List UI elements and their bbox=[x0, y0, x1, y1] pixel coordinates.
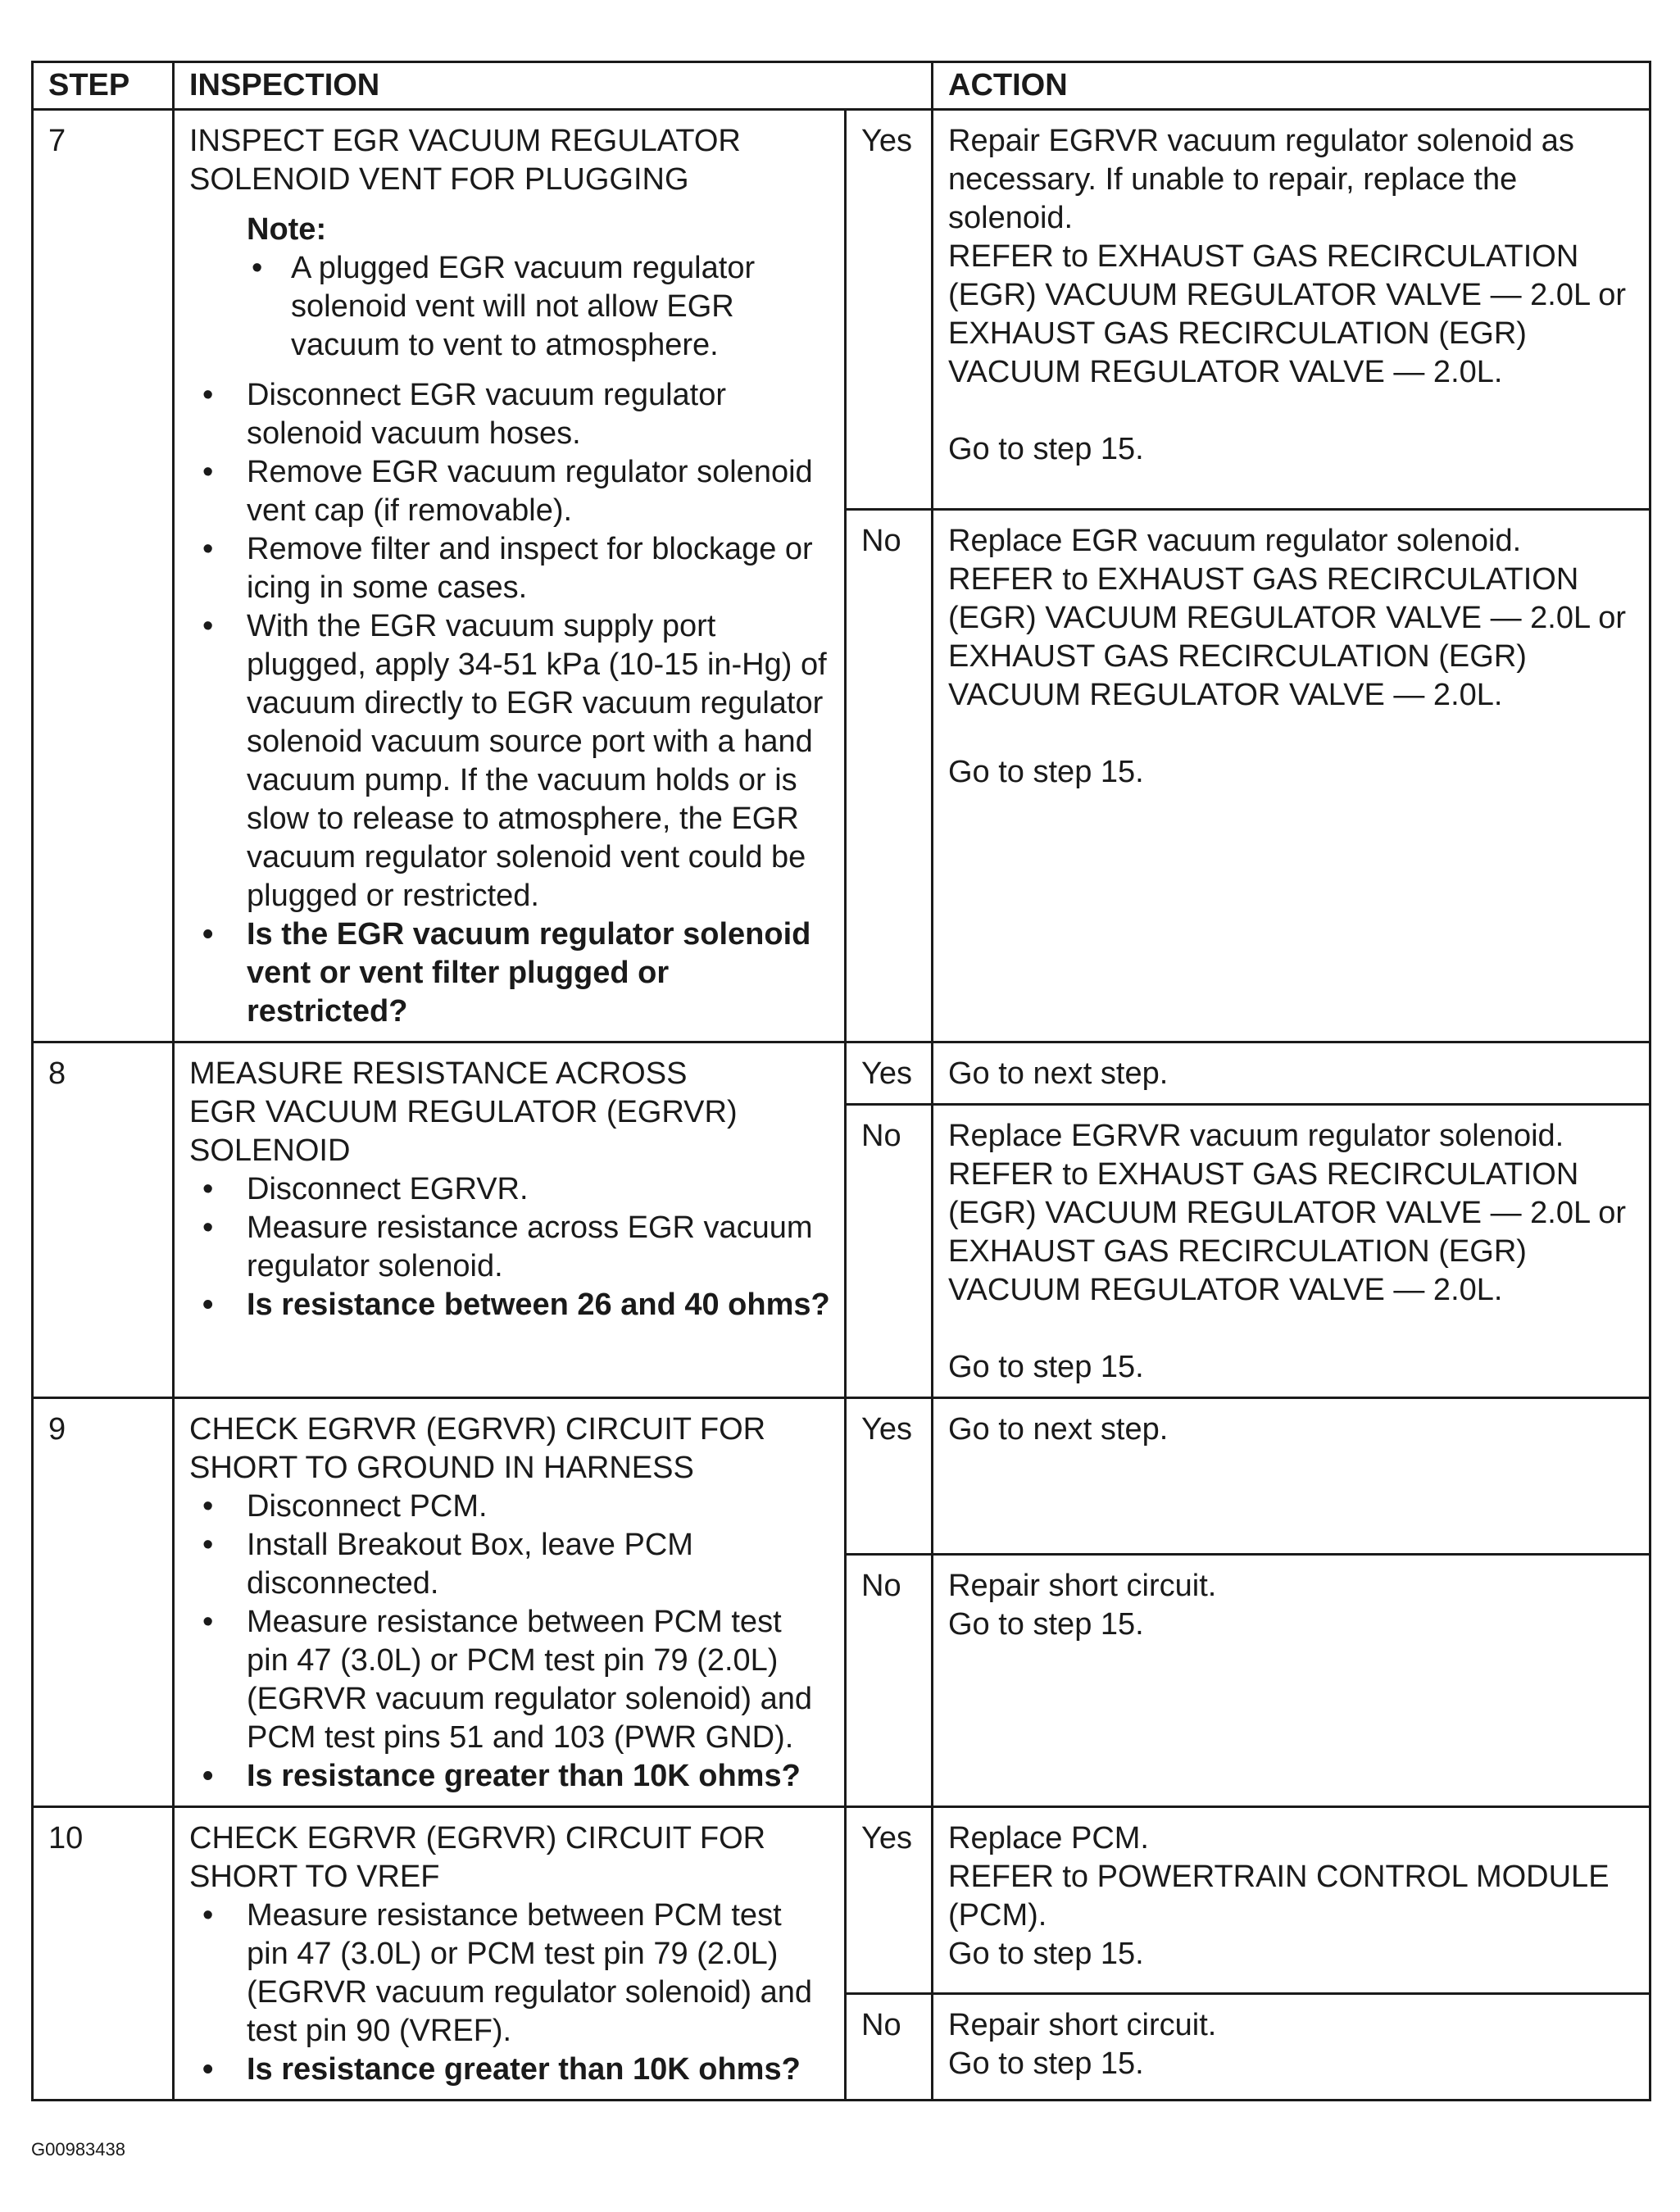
question-item: • Is resistance greater than 10K ohms? bbox=[189, 1757, 831, 1796]
action-line: Replace EGR vacuum regulator solenoid. bbox=[948, 524, 1522, 558]
bullet-item: • Install Breakout Box, leave PCM disconnected. bbox=[189, 1526, 831, 1603]
bullet-item: • Disconnect EGRVR. bbox=[189, 1170, 831, 1209]
step-title-line: SHORT TO VREF bbox=[189, 1860, 440, 1894]
header-inspection: INSPECTION bbox=[174, 62, 933, 110]
step-title-line: SOLENOID VENT FOR PLUGGING bbox=[189, 162, 689, 197]
header-step: STEP bbox=[33, 62, 174, 110]
action-line: Repair EGRVR vacuum regulator solenoid as necessary. If unable to repair, replace the solenoid. bbox=[948, 124, 1574, 235]
yes-label: Yes bbox=[846, 1398, 933, 1555]
header-row bbox=[33, 62, 1650, 110]
bullet-item: • Measure resistance between PCM test pin 47 (3.0L) or PCM test pin 79 (2.0L) (EGRVR vacuum regulator solenoid) and PCM test pins 51 and 103 (PWR GND). bbox=[189, 1603, 831, 1757]
yes-action bbox=[933, 1398, 1650, 1555]
no-action bbox=[933, 510, 1650, 1042]
step-title-line: SOLENOID bbox=[189, 1133, 351, 1168]
action-line: Replace PCM. bbox=[948, 1821, 1149, 1855]
step-number: 7 bbox=[33, 110, 174, 1042]
action-line: Go to step 15. bbox=[948, 1606, 1144, 1642]
no-label: No bbox=[846, 510, 933, 1042]
bullet-item: • Measure resistance across EGR vacuum regulator solenoid. bbox=[189, 1209, 831, 1286]
yes-action bbox=[933, 110, 1650, 510]
step-title-line: MEASURE RESISTANCE ACROSS bbox=[189, 1056, 688, 1091]
step-title-line: CHECK EGRVR (EGRVR) CIRCUIT FOR bbox=[189, 1412, 766, 1447]
step-number: 8 bbox=[33, 1042, 174, 1398]
header-action: ACTION bbox=[933, 62, 1650, 110]
bullet-list bbox=[189, 1488, 831, 1796]
figure-code: G00983438 bbox=[31, 2139, 125, 2160]
note-item: • A plugged EGR vacuum regulator solenoid vent will not allow EGR vacuum to vent to atmosphere. bbox=[238, 249, 831, 365]
step-7-yes-row bbox=[33, 110, 1650, 510]
action-line: Go to next step. bbox=[948, 1056, 1169, 1091]
action-gap bbox=[948, 715, 1636, 753]
step-10-yes-row bbox=[33, 1807, 1650, 1994]
bullet-item: • With the EGR vacuum supply port plugged, apply 34-51 kPa (10-15 in-Hg) of vacuum directly to EGR vacuum regulator solenoid vacuum source port with a hand vacuum pump. If the vacuum holds or is slow to release to atmosphere, the EGR vacuum regulator solenoid vent could be plugged or restricted. bbox=[189, 607, 831, 915]
no-action bbox=[933, 1554, 1650, 1806]
note-list bbox=[238, 249, 831, 365]
action-line: Repair short circuit. bbox=[948, 2008, 1217, 2043]
step-title-line: CHECK EGRVR (EGRVR) CIRCUIT FOR bbox=[189, 1821, 766, 1855]
bullet-item: • Disconnect PCM. bbox=[189, 1488, 831, 1526]
action-line: REFER to POWERTRAIN CONTROL MODULE (PCM). bbox=[948, 1860, 1610, 1933]
yes-action bbox=[933, 1042, 1650, 1105]
bullet-item: • Disconnect EGR vacuum regulator solenoid vacuum hoses. bbox=[189, 376, 831, 453]
action-line: Repair short circuit. bbox=[948, 1568, 1217, 1603]
bullet-item: • Remove EGR vacuum regulator solenoid vent cap (if removable). bbox=[189, 453, 831, 530]
step-number: 10 bbox=[33, 1807, 174, 2101]
action-gap bbox=[948, 1310, 1636, 1348]
action-line: Go to step 15. bbox=[948, 2046, 1144, 2082]
step-title-line: EGR VACUUM REGULATOR (EGRVR) bbox=[189, 1095, 738, 1129]
action-line: Go to step 15. bbox=[948, 755, 1144, 789]
action-line: Go to step 15. bbox=[948, 1937, 1144, 1971]
action-line: REFER to EXHAUST GAS RECIRCULATION (EGR) VACUUM REGULATOR VALVE — 2.0L or EXHAUST GAS RECIRCULATION (EGR) VACUUM REGULATOR VALVE — 2.0L. bbox=[948, 1157, 1627, 1307]
yes-label: Yes bbox=[846, 110, 933, 510]
step-title-line: SHORT TO GROUND IN HARNESS bbox=[189, 1451, 694, 1485]
action-line: REFER to EXHAUST GAS RECIRCULATION (EGR) VACUUM REGULATOR VALVE — 2.0L or EXHAUST GAS RECIRCULATION (EGR) VACUUM REGULATOR VALVE — 2.0L. bbox=[948, 562, 1627, 712]
question-item: • Is the EGR vacuum regulator solenoid vent or vent filter plugged or restricted? bbox=[189, 915, 831, 1031]
bullet-item: • Measure resistance between PCM test pin 47 (3.0L) or PCM test pin 79 (2.0L) (EGRVR vacuum regulator solenoid) and test pin 90 (VREF). bbox=[189, 1896, 831, 2051]
yes-label: Yes bbox=[846, 1042, 933, 1105]
step-inspection bbox=[174, 1042, 846, 1398]
bullet-list bbox=[189, 1896, 831, 2089]
step-title-line: INSPECT EGR VACUUM REGULATOR bbox=[189, 124, 741, 158]
yes-action bbox=[933, 1807, 1650, 1994]
question-item: • Is resistance between 26 and 40 ohms? bbox=[189, 1286, 831, 1324]
step-inspection bbox=[174, 1398, 846, 1807]
step-number: 9 bbox=[33, 1398, 174, 1807]
step-inspection bbox=[174, 110, 846, 1042]
action-gap bbox=[948, 392, 1636, 430]
step-inspection bbox=[174, 1807, 846, 2101]
note-label: Note: bbox=[247, 212, 327, 247]
action-line: Go to next step. bbox=[948, 1412, 1169, 1447]
step-9-yes-row bbox=[33, 1398, 1650, 1555]
action-line: Replace EGRVR vacuum regulator solenoid. bbox=[948, 1119, 1564, 1153]
no-action bbox=[933, 1105, 1650, 1398]
diagnostic-table bbox=[31, 61, 1651, 2101]
yes-label: Yes bbox=[846, 1807, 933, 1994]
no-label: No bbox=[846, 1105, 933, 1398]
action-line: Go to step 15. bbox=[948, 432, 1144, 466]
no-action bbox=[933, 1994, 1650, 2101]
bullet-item: • Remove filter and inspect for blockage or icing in some cases. bbox=[189, 530, 831, 607]
question-item: • Is resistance greater than 10K ohms? bbox=[189, 2051, 831, 2089]
action-line: REFER to EXHAUST GAS RECIRCULATION (EGR) VACUUM REGULATOR VALVE — 2.0L or EXHAUST GAS RECIRCULATION (EGR) VACUUM REGULATOR VALVE — 2.0L. bbox=[948, 239, 1627, 389]
step-8-yes-row bbox=[33, 1042, 1650, 1105]
action-line: Go to step 15. bbox=[948, 1350, 1144, 1384]
bullet-list bbox=[189, 1170, 831, 1324]
bullet-list bbox=[189, 376, 831, 1031]
no-label: No bbox=[846, 1994, 933, 2101]
no-label: No bbox=[846, 1554, 933, 1806]
